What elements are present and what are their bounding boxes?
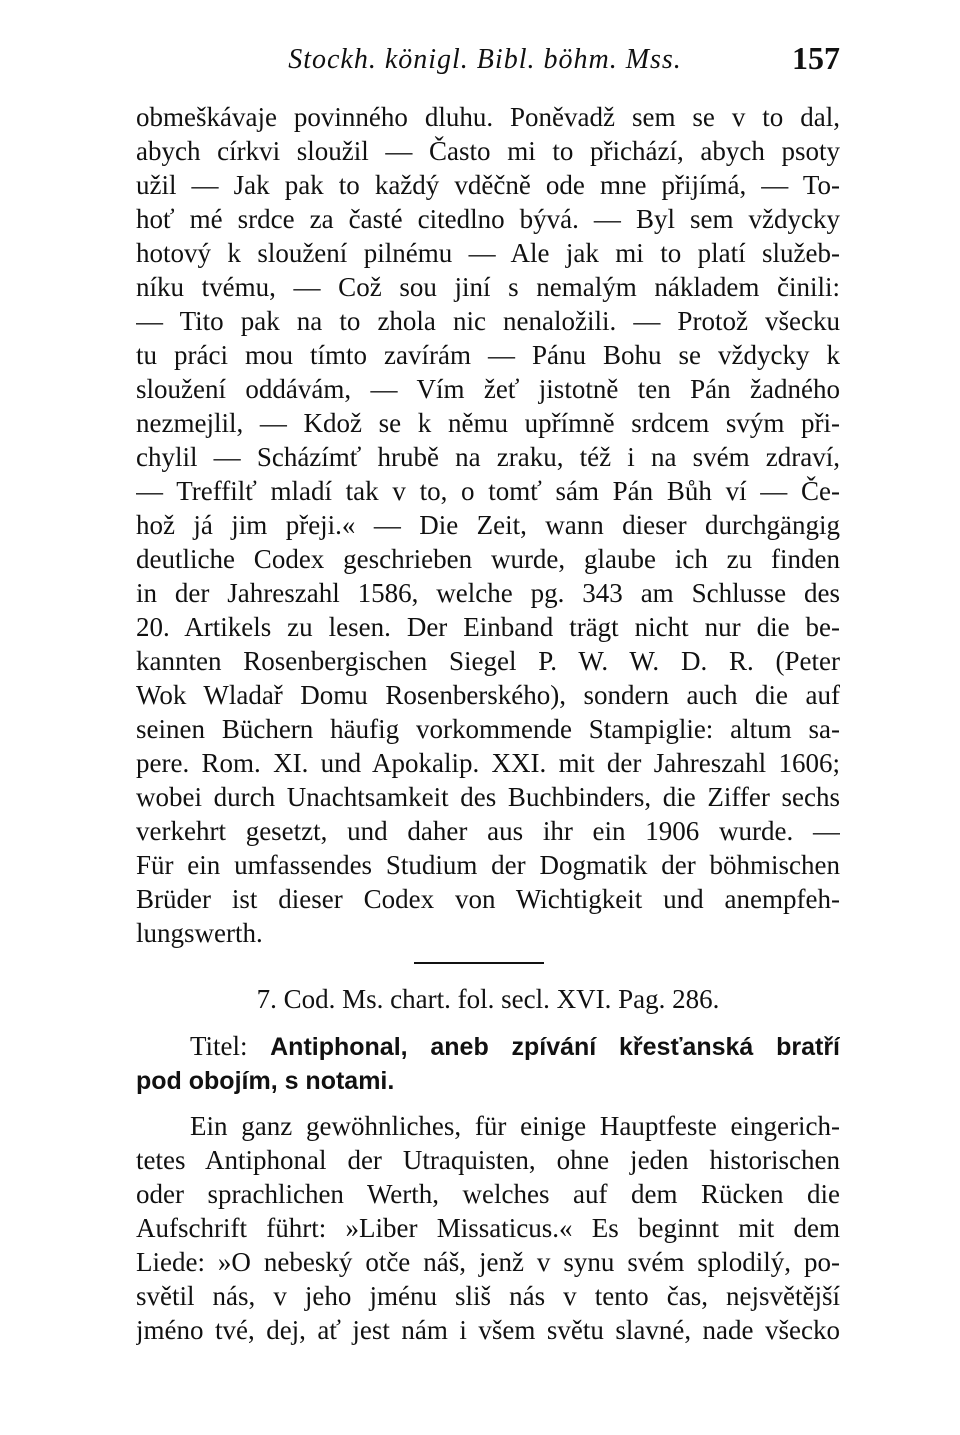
text-line: abych církvi sloužil — Často mi to přichází, abych psoty [136, 136, 840, 166]
text-line: sloužení oddávám, — Vím žeť jistotně ten Pán žadného [136, 374, 840, 404]
text-line: Aufschrift führt: »Liber Missaticus.« Es beginnt mit dem [136, 1213, 840, 1243]
text-line: světil nás, v jeho jménu sliš nás v tento čas, nejsvětější [136, 1281, 840, 1311]
title-line [136, 1029, 840, 1063]
text-line: wobei durch Unachtsamkeit des Buchbinders, die Ziffer sechs [136, 782, 840, 812]
page-header [130, 40, 840, 80]
text-line: Brüder ist dieser Codex von Wichtigkeit und anempfeh- [136, 884, 840, 914]
paragraph-1 [136, 100, 840, 950]
text-line: pere. Rom. XI. und Apokalip. XXI. mit der Jahreszahl 1606; [136, 748, 840, 778]
paragraph-2 [136, 1109, 840, 1347]
text-line: nezmejlil, — Kdož se k němu upřímně srdcem svým při- [136, 408, 840, 438]
text-line: níku tvému, — Což sou jiní s nemalým nákladem činili: [136, 272, 840, 302]
running-head: Stockh. königl. Bibl. böhm. Mss. [288, 44, 682, 75]
title-line [136, 1063, 840, 1097]
text-line: — Treffilť mladí tak v to, o tomť sám Pán Bůh ví — Če- [136, 476, 840, 506]
section-divider [414, 962, 544, 964]
text-line: Ein ganz gewöhnliches, für einige Hauptfeste eingerich- [190, 1111, 840, 1141]
text-line: in der Jahreszahl 1586, welche pg. 343 am Schlusse des [136, 578, 840, 608]
entry-heading: 7. Cod. Ms. chart. fol. secl. XVI. Pag. 286. [256, 984, 720, 1014]
text-line: jméno tvé, dej, ať jest nám i všem světu slavné, nade všecko [136, 1315, 840, 1345]
entry-title [136, 1029, 840, 1097]
text-line: — Tito pak na to zhola nic nenaložili. — Protož všecku [136, 306, 840, 336]
text-line: tu práci mou tímto zavírám — Pánu Bohu se vždycky k [136, 340, 840, 370]
text-line: obmeškávaje povinného dluhu. Poněvadž sem se v to dal, [136, 102, 840, 132]
text-line: chylil — Scházímť hrubě na zraku, též i na svém zdraví, [136, 442, 840, 472]
text-line: Liede: »O nebeský otče náš, jenž v synu svém splodilý, po- [136, 1247, 840, 1277]
title-text: Antiphonal, aneb zpívání křesťanská bratří [270, 1033, 840, 1061]
text-line: hotový k sloužení pilnému — Ale jak mi to platí služeb- [136, 238, 840, 268]
title-text: pod obojím, s notami. [136, 1067, 395, 1095]
text-line: seinen Büchern häufig vorkommende Stampiglie: altum sa- [136, 714, 840, 744]
text-line: kannten Rosenbergischen Siegel P. W. W. D. R. (Peter [136, 646, 840, 676]
page-number: 157 [792, 40, 840, 76]
title-label: Titel: [190, 1031, 248, 1061]
text-line: Wok Wladař Domu Rosenberského), sondern auch die auf [136, 680, 840, 710]
text-line: užil — Jak pak to každý vděčně ode mne přijímá, — To- [136, 170, 840, 200]
text-line: Für ein umfassendes Studium der Dogmatik der böhmischen [136, 850, 840, 880]
text-line: verkehrt gesetzt, und daher aus ihr ein 1906 wurde. — [136, 816, 840, 846]
text-line: deutliche Codex geschrieben wurde, glaube ich zu finden [136, 544, 840, 574]
text-line: lungswerth. [136, 918, 263, 948]
text-line: hož já jim přeji.« — Die Zeit, wann dieser durchgängig [136, 510, 840, 540]
text-line: 20. Artikels zu lesen. Der Einband trägt nicht nur die be- [136, 612, 840, 642]
text-line: tetes Antiphonal der Utraquisten, ohne jeden historischen [136, 1145, 840, 1175]
text-line: oder sprachlichen Werth, welches auf dem Rücken die [136, 1179, 840, 1209]
text-line: hoť mé srdce za časté citedlno bývá. — Byl sem vždycky [136, 204, 840, 234]
